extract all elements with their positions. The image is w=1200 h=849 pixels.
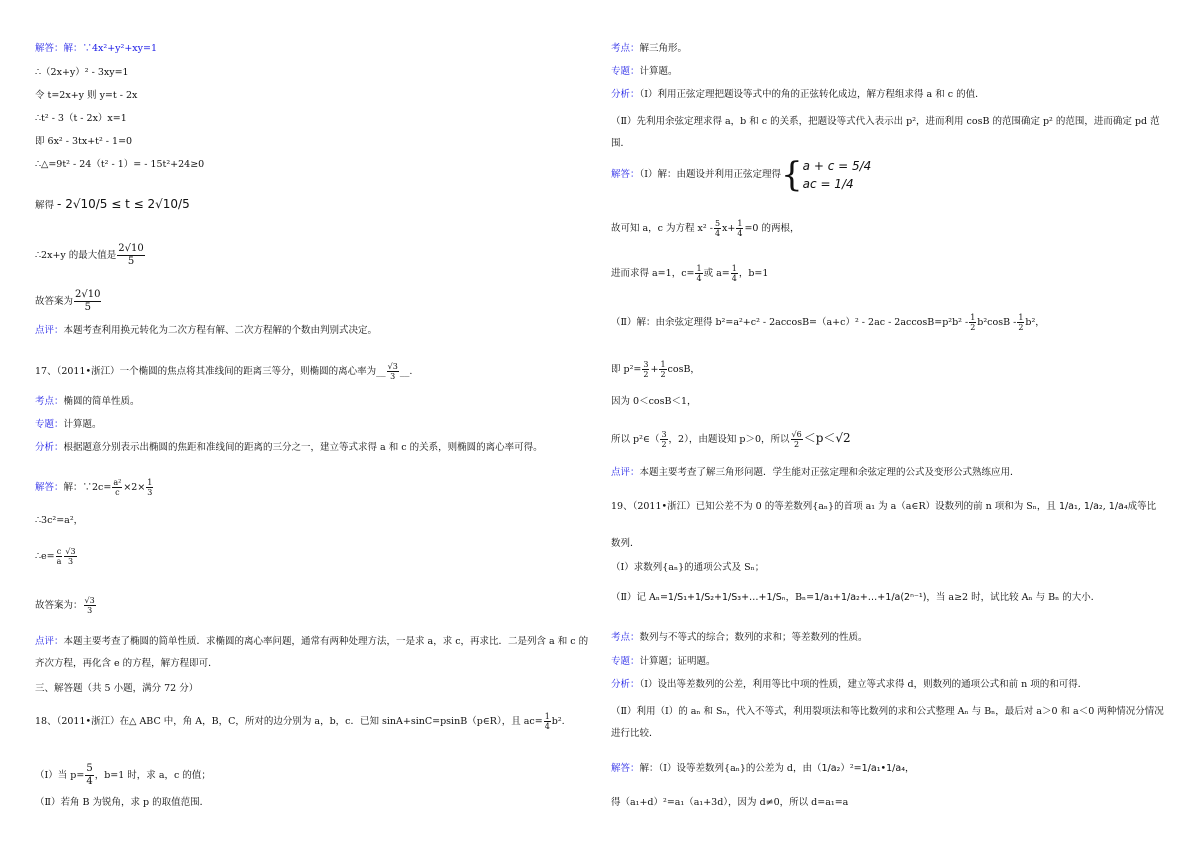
fraction: $\frac{5}{4}$ xyxy=(714,219,721,238)
solution-line xyxy=(35,197,190,213)
question-18-part2: （Ⅱ）若角 B 为锐角，求 p 的取值范围． xyxy=(35,797,210,808)
solution-line: ∴e= $\frac{c}{a}$ $\frac{√3}{3}$ xyxy=(35,547,76,566)
zhuanti-line: 专题：计算题。 xyxy=(35,419,102,430)
question-19: 19、（2011•浙江）已知公差不为 0 的等差数列{aₙ}的首项 a₁ 为 a（a∈R）设数列的前 n 项和为 Sₙ，且 1/a₁, 1/a₂, 1/a₄成等比 xyxy=(611,501,1157,512)
solution-line: ∴△=9t² - 24（t² - 1）= - 15t²+24≥0 xyxy=(35,159,205,170)
solution-line: 所以 p²∈（ $\frac{3}{2}$ ，2），由题设知 p＞0，所以 $\frac{√6}{2}$ ＜p＜√2 xyxy=(611,430,851,449)
fenxi-line: （Ⅱ）先利用余弦定理求得 a，b 和 c 的关系，把题设等式代入表示出 p²，进而利用 cosB 的范围确定 p² 的范围，进而确定 pd 范围． xyxy=(611,116,1160,149)
zhuanti-line: 专题：计算题；证明题。 xyxy=(611,656,716,667)
fraction: $\frac{3}{2}$ xyxy=(643,360,649,379)
zhuanti-line: 专题：计算题。 xyxy=(611,66,678,77)
solution-line: 故可知 a，c 为方程 x² - $\frac{5}{4}$ x+ $\frac{1}{4}$ =0 的两根， xyxy=(611,219,800,238)
fraction: $\frac{3}{2}$ xyxy=(661,430,667,449)
fraction: $\frac{1}{4}$ xyxy=(731,264,737,283)
fraction: $\frac{2√10}{5}$ xyxy=(118,243,144,267)
fraction: $\frac{5}{4}$ xyxy=(86,763,93,787)
comment-line: 点评：本题主要考查了解三角形问题．学生能对正弦定理和余弦定理的公式及变形公式熟练应用． xyxy=(611,467,1020,478)
fraction: $\frac{√3}{3}$ xyxy=(387,362,398,381)
solution-line: 得（a₁+d）²=a₁（a₁+3d），因为 d≠0，所以 d=a₁=a xyxy=(611,797,849,808)
fenxi-line: 分析：根据题意分别表示出椭圆的焦距和准线间的距离的三分之一，建立等式求得 a 和 c 的关系，则椭圆的离心率可得。 xyxy=(35,442,543,453)
fraction: $\frac{2√10}{5}$ xyxy=(75,289,101,313)
fraction: $\frac{\text{a²}}{c}$ xyxy=(113,478,122,497)
fraction: $\frac{c}{a}$ xyxy=(56,547,62,566)
question-19-part1: （Ⅰ）求数列{aₙ}的通项公式及 Sₙ； xyxy=(611,562,765,573)
fraction: $\frac{1}{2}$ xyxy=(660,360,666,379)
fraction: $\frac{1}{4}$ xyxy=(696,264,702,283)
fenxi-line: （Ⅱ）利用（Ⅰ）的 aₙ 和 Sₙ，代入不等式，利用裂项法和等比数列的求和公式整理 Aₙ 与 Bₙ，最后对 a＞0 和 a＜0 两种情况分情况进行比较． xyxy=(611,706,1164,739)
solution-line: ∴3c²=a²， xyxy=(35,515,84,526)
jieda-line: 解答：解：∵2c= $\frac{\text{a²}}{c}$ ×2× $\frac{1}{3}$ xyxy=(35,478,153,497)
comment-line: 点评：本题主要考查了椭圆的简单性质．求椭圆的离心率问题，通常有两种处理方法，一是求 a，求 c，再求比．二是列含 a 和 c 的齐次方程，再化含 e 的方程，解方程即可． xyxy=(35,636,589,669)
comment-line: 点评：本题考查利用换元转化为二次方程有解、二次方程解的个数由判别式决定。 xyxy=(35,325,378,336)
solution-line: ∴t² - 3（t - 2x）x=1 xyxy=(35,113,127,124)
kaodian-line: 考点：椭圆的简单性质。 xyxy=(35,396,140,407)
text: 故答案为 xyxy=(35,296,74,307)
fraction: $\frac{√6}{2}$ xyxy=(791,430,802,449)
kaodian-line: 考点：数列与不等式的综合；数列的求和；等差数列的性质。 xyxy=(611,632,868,643)
jieda-line: 解答：（Ⅰ）解：由题设并利用正弦定理得{ a + c = 5/4 ac = 1/4 xyxy=(611,154,872,195)
question-18-part1: （Ⅰ）当 p= $\frac{5}{4}$ ，b=1 时，求 a，c 的值； xyxy=(35,763,211,787)
text: ∴2x+y 的最大值是 xyxy=(35,250,117,261)
inequality-math: - 2√10/5 ≤ t ≤ 2√10/5 xyxy=(57,197,190,211)
fenxi-line: 分析：（Ⅰ）设出等差数列的公差，利用等比中项的性质，建立等式求得 d，则数列的通项公式和前 n 项的和可得． xyxy=(611,679,1088,690)
text: 解得 xyxy=(35,200,55,211)
section-title: 三、解答题（共 5 小题，满分 72 分） xyxy=(35,683,199,694)
fraction: $\frac{√3}{3}$ xyxy=(65,547,76,566)
solution-line: 令 t=2x+y 则 y=t - 2x xyxy=(35,90,138,101)
fraction: $\frac{1}{4}$ xyxy=(737,219,743,238)
solution-line xyxy=(35,243,146,268)
question-17: 17、（2011•浙江）一个椭圆的焦点将其准线间的距离三等分，则椭圆的离心率为__ $\frac{√3}{3}$ __. xyxy=(35,362,413,381)
solution-line: 解答：解：∵4x²+y²+xy=1 xyxy=(35,43,158,54)
solution-line: （Ⅱ）解：由余弦定理得 b²=a²+c² - 2accosB=（a+c）² - 2ac - 2accosB=p²b² - $\frac{1}{2}$ b²cosB - $\frac{1}{2}$ b²， xyxy=(611,313,1045,332)
solution-line: 即 p²= $\frac{3}{2}$ + $\frac{1}{2}$ cosB， xyxy=(611,360,700,379)
solution-line: 进而求得 a=1，c= $\frac{1}{4}$ 或 a= $\frac{1}{4}$ ，b=1 xyxy=(611,264,769,283)
fraction: $\frac{√3}{3}$ xyxy=(84,596,95,615)
fraction: $\frac{1}{3}$ xyxy=(147,478,153,497)
fenxi-line: 分析：（Ⅰ）利用正弦定理把题设等式中的角的正弦转化成边，解方程组求得 a 和 c 的值． xyxy=(611,89,985,100)
question-19-part2: （Ⅱ）记 Aₙ=1/S₁+1/S₂+1/S₃+…+1/Sₙ，Bₙ=1/a₁+1/a₂+…+1/a(2ⁿ⁻¹)，当 a≥2 时，试比较 Aₙ 与 Bₙ 的大小． xyxy=(611,592,1101,603)
jieda-line: 解答：解：（Ⅰ）设等差数列{aₙ}的公差为 d，由（1/a₂）²=1/a₁•1/a₄， xyxy=(611,763,915,774)
solution-line: 因为 0＜cosB＜1， xyxy=(611,396,697,407)
solution-line: 故答案为： $\frac{√3}{3}$ xyxy=(35,596,95,615)
fraction: $\frac{1}{2}$ xyxy=(1018,313,1024,332)
fraction: $\frac{1}{4}$ xyxy=(544,712,550,731)
equation-system: a + c = 5/4 ac = 1/4 xyxy=(802,158,872,191)
fraction: $\frac{1}{2}$ xyxy=(970,313,976,332)
kaodian-line: 考点：解三角形。 xyxy=(611,43,688,54)
solution-line: ∴（2x+y）² - 3xy=1 xyxy=(35,67,129,78)
question-19-cont: 数列． xyxy=(611,538,640,549)
solution-line xyxy=(35,289,102,314)
solution-line: 即 6x² - 3tx+t² - 1=0 xyxy=(35,136,133,147)
question-18: 18、（2011•浙江）在△ ABC 中，角 A，B，C，所对的边分别为 a，b，c．已知 sinA+sinC=psinB（p∈R），且 ac= $\frac{1}{4}$ b². xyxy=(35,712,565,731)
